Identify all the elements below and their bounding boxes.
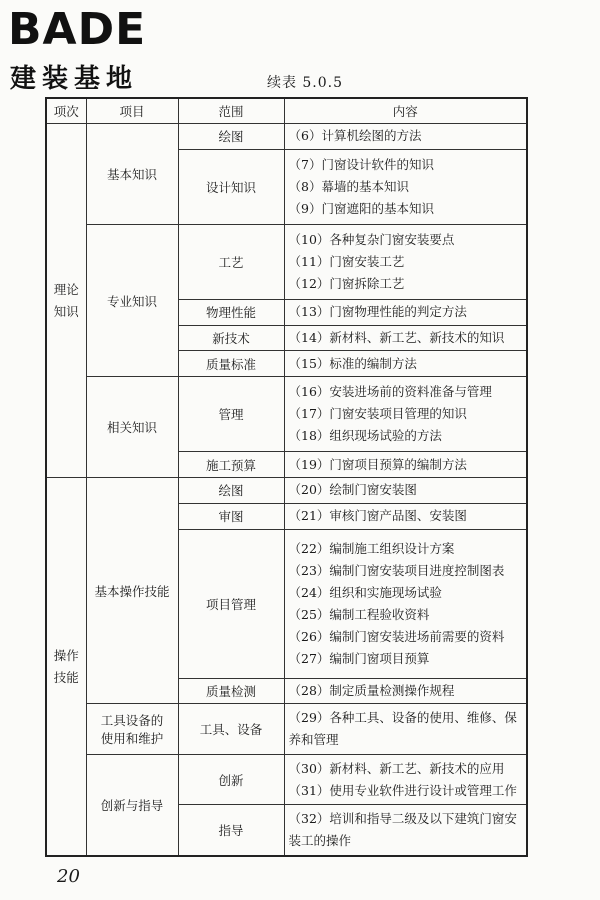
scope-cell: 创新 xyxy=(178,754,284,804)
item-cell: 基本操作技能 xyxy=(86,478,178,704)
table-body xyxy=(46,124,527,857)
header-cell: 内容 xyxy=(284,98,527,124)
table-header-row xyxy=(46,98,527,124)
table-row xyxy=(46,704,527,754)
content-line: （29）各种工具、设备的使用、维修、保养和管理 xyxy=(288,710,517,748)
content-cell xyxy=(284,351,527,377)
item-line: 工具设备的 xyxy=(100,713,164,729)
scope-cell: 绘图 xyxy=(178,478,284,504)
content-cell xyxy=(284,805,527,856)
content-line: （10）各种复杂门窗安装要点 xyxy=(288,231,455,247)
content-line: （14）新材料、新工艺、新技术的知识 xyxy=(288,330,505,346)
content-line: （13）门窗物理性能的判定方法 xyxy=(288,304,467,320)
content-cell xyxy=(284,452,527,478)
content-line: （16）安装进场前的资料准备与管理 xyxy=(288,384,492,400)
table-row xyxy=(46,224,527,299)
header-cell: 范围 xyxy=(178,98,284,124)
content-line: （19）门窗项目预算的编制方法 xyxy=(288,456,467,472)
content-line: （15）标准的编制方法 xyxy=(288,355,417,371)
content-line: （22）编制施工组织设计方案 xyxy=(288,540,455,556)
scope-cell: 施工预算 xyxy=(178,452,284,478)
category-line: 操作 xyxy=(53,647,79,663)
content-line: （11）门窗安装工艺 xyxy=(288,253,405,269)
header-cell: 项目 xyxy=(86,98,178,124)
content-cell xyxy=(284,377,527,452)
scope-cell: 项目管理 xyxy=(178,529,284,678)
table-row xyxy=(46,124,527,150)
page-number: 20 xyxy=(57,866,80,887)
logo-brand: BADE xyxy=(8,4,147,55)
item-cell: 相关知识 xyxy=(86,377,178,478)
item-cell xyxy=(86,704,178,754)
content-cell xyxy=(284,224,527,299)
scope-cell: 新技术 xyxy=(178,325,284,351)
scope-cell: 质量标准 xyxy=(178,351,284,377)
table-row xyxy=(46,478,527,504)
table-row xyxy=(46,754,527,804)
scope-cell: 绘图 xyxy=(178,124,284,150)
content-cell xyxy=(284,478,527,504)
content-line: （27）编制门窗项目预算 xyxy=(288,650,430,666)
item-cell: 基本知识 xyxy=(86,124,178,225)
content-cell xyxy=(284,678,527,704)
content-line: （20）绘制门窗安装图 xyxy=(288,482,417,498)
content-cell xyxy=(284,754,527,804)
content-line: （9）门窗遮阳的基本知识 xyxy=(288,200,434,216)
category-line: 技能 xyxy=(53,669,79,685)
content-line: （12）门窗拆除工艺 xyxy=(288,275,405,291)
content-cell xyxy=(284,503,527,529)
content-line: （31）使用专业软件进行设计或管理工作 xyxy=(288,782,517,798)
scope-cell: 管理 xyxy=(178,377,284,452)
content-cell xyxy=(284,124,527,150)
content-line: （32）培训和指导二级及以下建筑门窗安装工的操作 xyxy=(288,811,517,849)
scope-cell: 设计知识 xyxy=(178,149,284,224)
content-line: （28）制定质量检测操作规程 xyxy=(288,683,455,699)
item-line: 使用和维护 xyxy=(100,731,164,747)
scope-cell: 质量检测 xyxy=(178,678,284,704)
content-cell xyxy=(284,149,527,224)
content-cell xyxy=(284,299,527,325)
content-table xyxy=(45,97,528,857)
item-cell: 创新与指导 xyxy=(86,754,178,856)
content-line: （7）门窗设计软件的知识 xyxy=(288,156,434,172)
scope-cell: 指导 xyxy=(178,805,284,856)
content-line: （30）新材料、新工艺、新技术的应用 xyxy=(288,760,505,776)
content-line: （21）审核门窗产品图、安装图 xyxy=(288,508,467,524)
content-line: （25）编制工程验收资料 xyxy=(288,606,430,622)
category-cell xyxy=(46,478,86,856)
table-title: 续表 5.0.5 xyxy=(266,75,344,91)
category-cell xyxy=(46,124,86,478)
scope-cell: 工具、设备 xyxy=(178,704,284,754)
scope-cell: 工艺 xyxy=(178,224,284,299)
category-line: 理论 xyxy=(53,281,79,297)
scope-cell: 审图 xyxy=(178,503,284,529)
item-cell: 专业知识 xyxy=(86,224,178,376)
content-cell xyxy=(284,325,527,351)
scope-cell: 物理性能 xyxy=(178,299,284,325)
content-line: （26）编制门窗安装进场前需要的资料 xyxy=(288,628,505,644)
content-cell xyxy=(284,704,527,754)
content-line: （6）计算机绘图的方法 xyxy=(288,128,422,144)
logo-tagline: 建装基地 xyxy=(10,64,139,94)
category-line: 知识 xyxy=(53,303,79,319)
table-row xyxy=(46,377,527,452)
header-cell: 项次 xyxy=(46,98,86,124)
content-line: （24）组织和实施现场试验 xyxy=(288,584,442,600)
content-line: （18）组织现场试验的方法 xyxy=(288,428,442,444)
content-line: （23）编制门窗安装项目进度控制图表 xyxy=(288,562,505,578)
content-line: （8）幕墙的基本知识 xyxy=(288,178,409,194)
content-line: （17）门窗安装项目管理的知识 xyxy=(288,406,467,422)
content-cell xyxy=(284,529,527,678)
